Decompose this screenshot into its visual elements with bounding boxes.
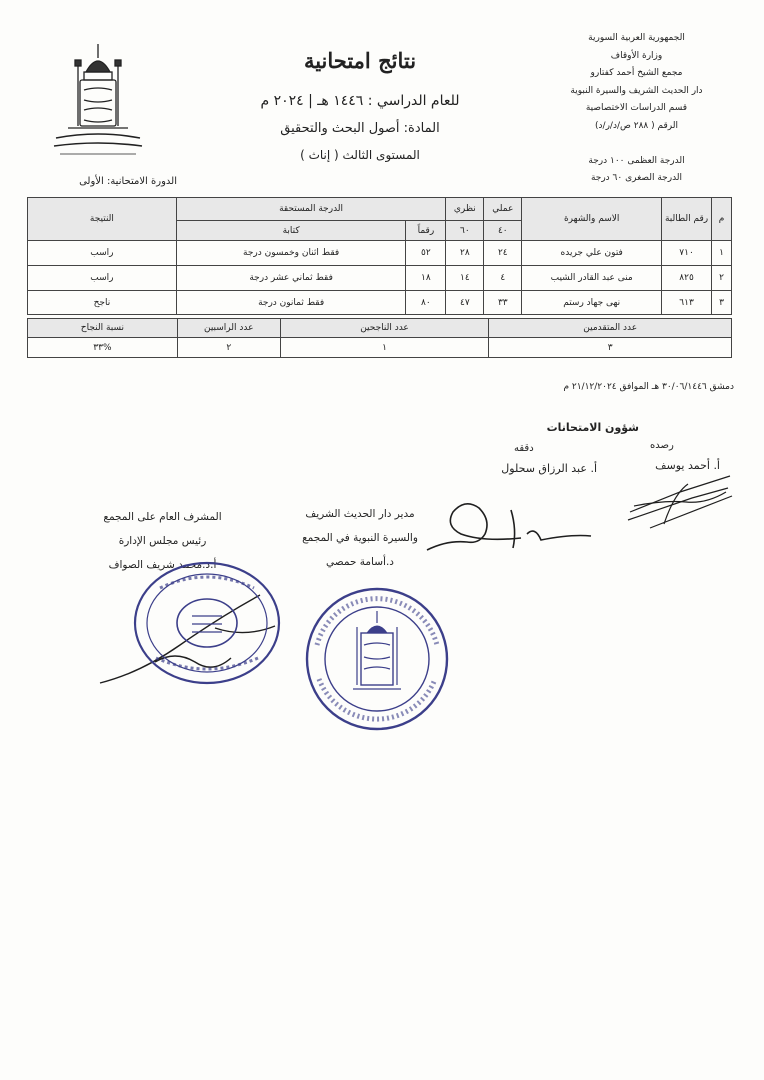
table-row [28,291,732,315]
header-applicants: عدد المتقدمين [489,319,732,338]
row-practical: ٢٤ [484,241,522,266]
director-title: مدير دار الحديث الشريف [305,508,415,520]
value-failed: ٢ [177,338,280,358]
header-grade: الدرجة المستحقة [176,198,446,221]
row-practical: ٣٣ [484,291,522,315]
row-written: فقط ثماني عشر درجة [176,266,406,291]
checked-by-label: دققه [514,443,534,454]
header-name: الاسم والشهرة [522,198,662,241]
value-applicants: ٣ [489,338,732,358]
header-num: م [712,198,732,241]
institution-logo [38,42,158,167]
header-theoretical: نظري [446,198,484,221]
header-line-complex: مجمع الشيخ أحمد كفتارو [590,68,683,78]
row-num: ٢ [712,266,732,291]
round-stamp [303,585,451,733]
level: المستوى الثالث ( إناث ) [300,148,420,162]
academic-year: للعام الدراسي : ١٤٤٦ هـ | ٢٠٢٤ م [260,93,460,109]
recorded-by-signature [620,470,735,532]
row-student-id: ٨٢٥ [662,266,712,291]
max-theoretical: ٦٠ [446,221,484,241]
director-block [285,502,435,574]
header-line-ministry: وزارة الأوقاف [610,50,663,61]
supervisor-name: أ.د.محمد شريف الصواف [108,559,217,571]
header-practical: عملي [484,198,522,221]
row-result: راسب [28,266,177,291]
row-name: نهى جهاد رستم [522,291,662,315]
row-practical: ٤ [484,266,522,291]
row-student-id: ٧١٠ [662,241,712,266]
row-numeric: ٨٠ [406,291,446,315]
header-line-country: الجمهورية العربية السورية [588,33,685,43]
exam-session: الدورة الامتحانية: الأولى [79,176,177,187]
official-seal [130,558,285,688]
header-line-department: قسم الدراسات الاختصاصية [585,103,688,113]
director-name: د.أسامة حمصي [326,556,394,568]
director-title-2: والسيرة النبوية في المجمع [302,532,418,544]
value-pass-rate: %٣٣ [28,338,178,358]
value-passed: ١ [280,338,489,358]
table-row [28,241,732,266]
row-numeric: ١٨ [406,266,446,291]
row-theoretical: ٤٧ [446,291,484,315]
header-line-reference: الرقم ( ٢٨٨ ص/د/ر/د) [595,120,678,131]
table-row [28,266,732,291]
row-student-id: ٦١٣ [662,291,712,315]
row-written: فقط اثنان وخمسون درجة [176,241,406,266]
header-right-block [549,30,724,188]
row-num: ٣ [712,291,732,315]
max-practical: ٤٠ [484,221,522,241]
row-name: فتون علي جريده [522,241,662,266]
row-theoretical: ١٤ [446,266,484,291]
header-result: النتيجة [28,198,177,241]
header-line-min-grade: الدرجة الصغرى ٦٠ درجة [590,173,683,183]
header-line-max-grade: الدرجة العظمى ١٠٠ درجة [588,155,685,166]
row-name: منى عبد القادر الشيب [522,266,662,291]
header-written: كتابة [176,221,406,241]
title-block [215,48,505,162]
recorded-by-label: رصده [650,440,674,451]
row-result: راسب [28,241,177,266]
row-numeric: ٥٢ [406,241,446,266]
supervisor-title: المشرف العام على المجمع [103,511,222,523]
page-title: نتائج امتحانية [303,48,417,73]
row-result: ناجح [28,291,177,315]
checked-by-signature [415,490,595,560]
row-written: فقط ثمانون درجة [176,291,406,315]
header-numeric: رقماً [406,221,446,241]
summary-table [27,318,732,358]
row-theoretical: ٢٨ [446,241,484,266]
exam-affairs-heading: شؤون الامتحانات [546,421,639,434]
date-line: دمشق ٣٠/٠٦/١٤٤٦ هـ الموافق ٢١/١٢/٢٠٢٤ م [563,382,734,392]
header-pass-rate: نسبة النجاح [28,319,178,338]
recorded-by-name: أ. أحمد يوسف [655,459,720,472]
header-failed: عدد الراسبين [177,319,280,338]
header-passed: عدد الناجحين [280,319,489,338]
header-student-id: رقم الطالبة [662,198,712,241]
subject: المادة: أصول البحث والتحقيق [280,121,440,136]
header-line-house: دار الحديث الشريف والسيرة النبوية [570,85,703,96]
checked-by-name: أ. عبد الرزاق سحلول [501,462,597,475]
results-table [27,197,732,315]
header-line-spacer [549,135,724,153]
row-num: ١ [712,241,732,266]
supervisor-title-2: رئيس مجلس الإدارة [118,535,207,547]
